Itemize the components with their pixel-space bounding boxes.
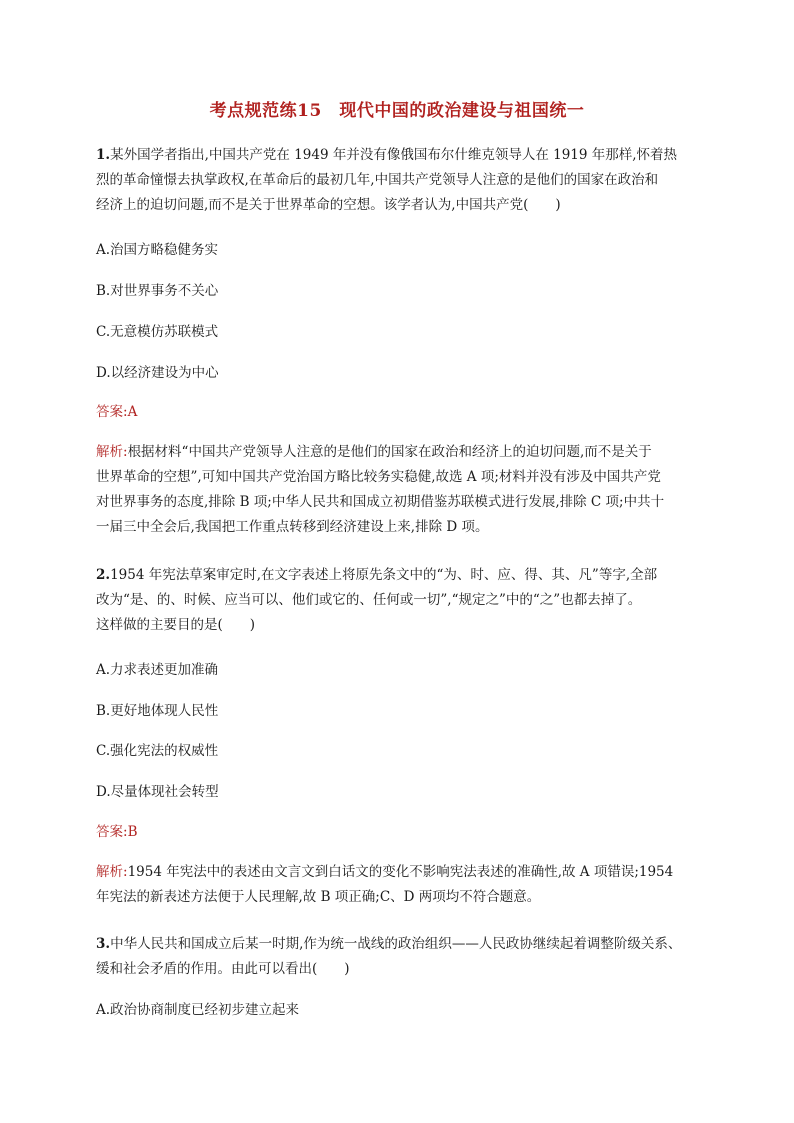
question-2-stem bbox=[96, 563, 716, 638]
answer bbox=[96, 822, 137, 842]
option-c: C.强化宪法的权威性 bbox=[96, 743, 219, 759]
stem-line: 烈的革命憧憬去执掌政权,在革命后的最初几年,中国共产党领导人注意的是他们的国家在政治和 bbox=[96, 172, 659, 188]
explanation-line: 世界革命的空想”,可知中国共产党治国方略比较务实稳健,故选 A 项;材料并没有涉及中国共产党 bbox=[96, 469, 661, 485]
explanation-label: 解析: bbox=[96, 444, 128, 460]
option-d: D.尽量体现社会转型 bbox=[96, 784, 219, 800]
stem-line: 改为“是、的、时候、应当可以、他们或它的、任何或一切”,“规定之”中的“之”也都去掉了。 bbox=[96, 592, 642, 608]
page-title: 考点规范练15 现代中国的政治建设与祖国统一 bbox=[209, 101, 585, 121]
stem-line: 这样做的主要目的是( ) bbox=[96, 617, 256, 633]
answer-value: B bbox=[127, 824, 138, 840]
explanation-line: 根据材料“中国共产党领导人注意的是他们的国家在政治和经济上的迫切问题,而不是关于 bbox=[127, 444, 652, 460]
stem-line: 1954 年宪法草案审定时,在文字表述上将原先条文中的“为、时、应、得、其、凡”等字,全部 bbox=[110, 567, 658, 583]
option-b: B.对世界事务不关心 bbox=[96, 283, 219, 299]
explanation-2 bbox=[96, 860, 716, 910]
stem-line: 缓和社会矛盾的作用。由此可以看出( ) bbox=[96, 961, 350, 977]
stem-line: 经济上的迫切问题,而不是关于世界革命的空想。该学者认为,中国共产党( ) bbox=[96, 197, 561, 213]
stem-line: 某外国学者指出,中国共产党在 1949 年并没有像俄国布尔什维克领导人在 1919 年那样,怀着热 bbox=[110, 147, 678, 163]
answer-label: 答案: bbox=[96, 824, 128, 840]
option-c: C.无意模仿苏联模式 bbox=[96, 324, 219, 340]
explanation-1 bbox=[96, 440, 716, 540]
explanation-line: 对世界事务的态度,排除 B 项;中华人民共和国成立初期借鉴苏联模式进行发展,排除 C 项;中共十 bbox=[96, 494, 665, 510]
question-1-stem bbox=[96, 143, 716, 218]
option-b: B.更好地体现人民性 bbox=[96, 703, 219, 719]
answer-value: A bbox=[127, 404, 138, 420]
answer bbox=[96, 402, 137, 422]
question-number: 1. bbox=[96, 147, 111, 163]
stem-line: 中华人民共和国成立后某一时期,作为统一战线的政治组织——人民政协继续起着调整阶级关系、 bbox=[110, 936, 682, 952]
question-number: 2. bbox=[96, 567, 111, 583]
explanation-line: 1954 年宪法中的表述由文言文到白话文的变化不影响宪法表述的准确性,故 A 项错误;1954 bbox=[127, 864, 674, 880]
question-number: 3. bbox=[96, 936, 111, 952]
option-a: A.政治协商制度已经初步建立起来 bbox=[96, 1002, 300, 1018]
explanation-line: 一届三中全会后,我国把工作重点转移到经济建设上来,排除 D 项。 bbox=[96, 519, 489, 535]
option-a: A.力求表述更加准确 bbox=[96, 662, 219, 678]
option-a: A.治国方略稳健务实 bbox=[96, 242, 219, 258]
option-d: D.以经济建设为中心 bbox=[96, 365, 219, 381]
explanation-line: 年宪法的新表述方法便于人民理解,故 B 项正确;C、D 两项均不符合题意。 bbox=[96, 889, 541, 905]
explanation-label: 解析: bbox=[96, 864, 128, 880]
question-3-stem bbox=[96, 932, 716, 982]
answer-label: 答案: bbox=[96, 404, 128, 420]
